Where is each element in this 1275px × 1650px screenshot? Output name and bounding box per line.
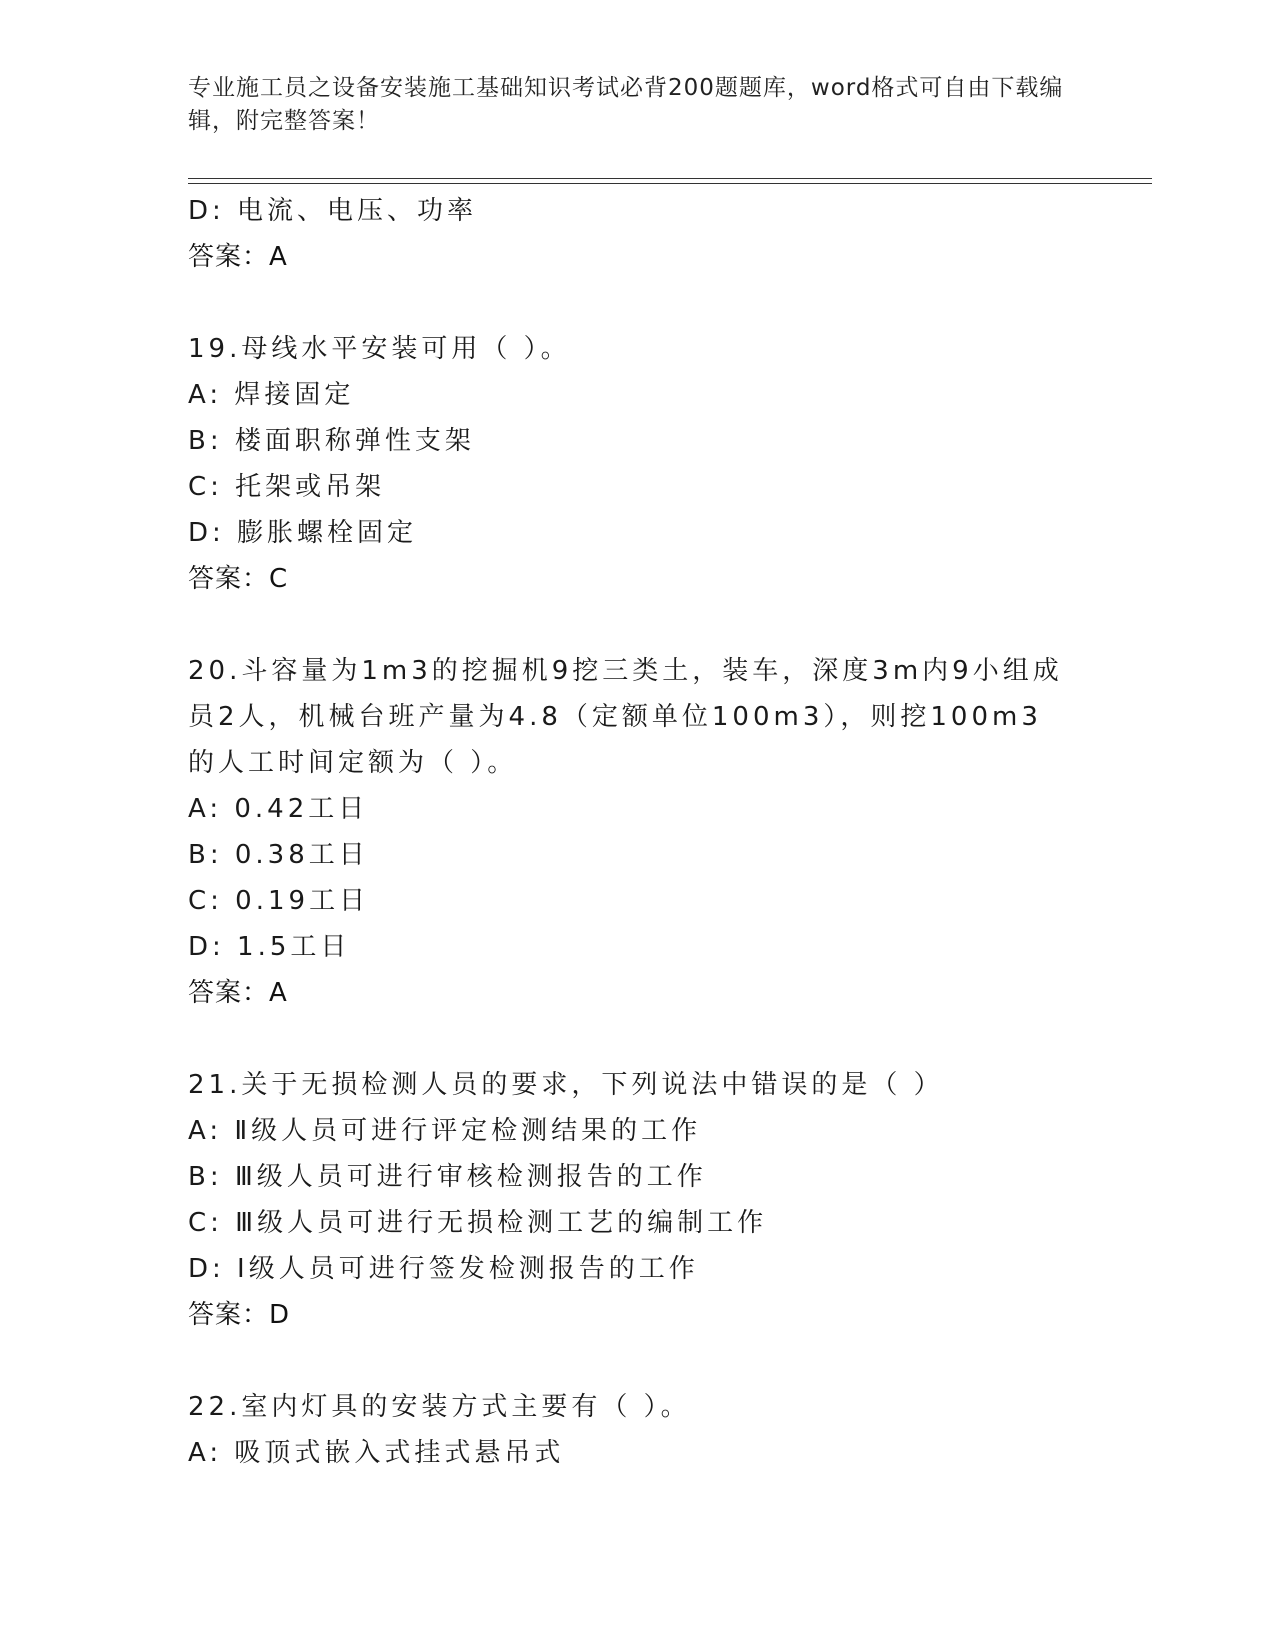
question-answer: 答案：D (188, 1300, 291, 1330)
spacer (188, 1016, 1148, 1062)
question-option-b: B: 楼面职称弹性支架 (188, 426, 475, 456)
document-header-title: 专业施工员之设备安装施工基础知识考试必背200题题库，word格式可自由下载编辑，附完整答案！ (188, 75, 1064, 134)
question-stem: 20.斗容量为1m3的挖掘机9挖三类土，装车，深度3m内9小组成员2人，机械台班产量为4.8（定额单位100m3），则挖100m3的人工时间定额为（ ）。 (188, 656, 1063, 778)
spacer (188, 280, 1148, 326)
header-divider-top (188, 178, 1152, 179)
question-content (188, 188, 1148, 1476)
question-option-a: A: Ⅱ级人员可进行评定检测结果的工作 (188, 1116, 702, 1146)
header-divider-bottom (188, 183, 1152, 184)
question-option-a: A: 吸顶式嵌入式挂式悬吊式 (188, 1438, 565, 1468)
question-option-b: B: Ⅲ级人员可进行审核检测报告的工作 (188, 1162, 707, 1192)
question-answer: 答案：A (188, 978, 288, 1008)
question-stem: 21.关于无损检测人员的要求，下列说法中错误的是（ ） (188, 1070, 944, 1100)
question-answer: 答案：C (188, 564, 289, 594)
question-option-c: C: 托架或吊架 (188, 472, 386, 502)
spacer (188, 602, 1148, 648)
question-option-a: A: 焊接固定 (188, 380, 355, 410)
spacer (188, 1338, 1148, 1384)
prev-question-option-d: D: 电流、电压、功率 (188, 196, 478, 226)
question-option-c: C: 0.19工日 (188, 886, 370, 916)
question-option-d: D: 膨胀螺栓固定 (188, 518, 418, 548)
question-option-a: A: 0.42工日 (188, 794, 369, 824)
question-option-c: C: Ⅲ级人员可进行无损检测工艺的编制工作 (188, 1208, 768, 1238)
question-option-b: B: 0.38工日 (188, 840, 369, 870)
prev-question-answer: 答案：A (188, 242, 288, 272)
question-option-d: D: 1.5工日 (188, 932, 351, 962)
question-stem: 22.室内灯具的安装方式主要有（ ）。 (188, 1392, 691, 1422)
question-option-d: D: Ⅰ级人员可进行签发检测报告的工作 (188, 1254, 699, 1284)
question-stem: 19.母线水平安装可用（ ）。 (188, 334, 571, 364)
